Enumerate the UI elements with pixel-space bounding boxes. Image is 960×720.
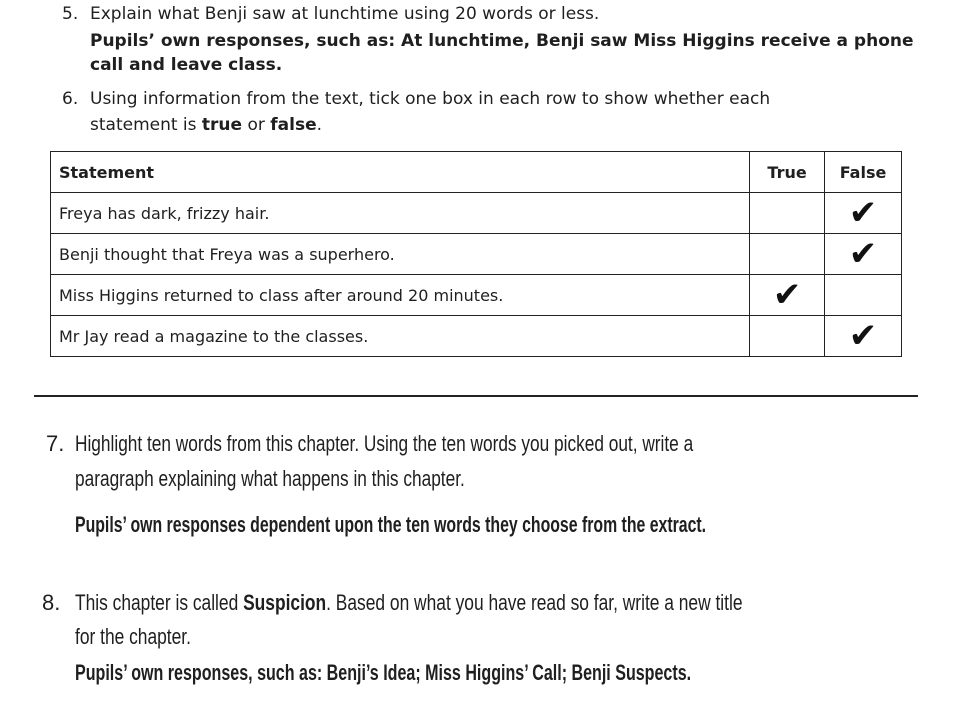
question-5-text: Explain what Benji saw at lunchtime using 20 words or less. xyxy=(90,4,600,24)
question-5-answer-line-2: call and leave class. xyxy=(90,55,283,75)
true-box[interactable] xyxy=(750,193,825,234)
true-false-table xyxy=(50,151,902,357)
tick-icon: ✔ xyxy=(848,193,878,233)
table-row xyxy=(51,316,902,357)
tick-icon: ✔ xyxy=(848,234,878,274)
table-row xyxy=(51,275,902,316)
question-6-text-line-1: Using information from the text, tick one box in each row to show whether each xyxy=(90,89,771,109)
question-6-text-line-2 xyxy=(90,115,322,135)
header-statement: Statement xyxy=(51,152,750,193)
question-6-or-word: or xyxy=(242,115,271,135)
question-5-answer-line-1: Pupils’ own responses, such as: At lunchtime, Benji saw Miss Higgins receive a phone xyxy=(90,31,914,51)
question-8-text-part-b: . Based on what you have read so far, write a new title xyxy=(326,590,743,615)
question-7-text-line-1: Highlight ten words from this chapter. Using the ten words you picked out, write a xyxy=(75,431,694,456)
question-8-text-part-a: This chapter is called xyxy=(75,590,244,615)
question-7-text-line-2: paragraph explaining what happens in this chapter. xyxy=(75,466,465,491)
header-true: True xyxy=(750,152,825,193)
question-8-answer: Pupils’ own responses, such as: Benji’s Idea; Miss Higgins’ Call; Benji Suspects. xyxy=(75,660,692,685)
statement-cell: Freya has dark, frizzy hair. xyxy=(51,193,750,234)
question-6-false-word: false xyxy=(270,115,317,135)
question-6-true-word: true xyxy=(201,115,243,135)
question-8-chapter-title: Suspicion xyxy=(243,590,327,615)
tick-icon: ✔ xyxy=(772,275,802,315)
header-false: False xyxy=(825,152,902,193)
table-header-row xyxy=(51,152,902,193)
tick-icon: ✔ xyxy=(848,316,878,356)
question-7-number: 7. xyxy=(46,431,65,456)
question-7-answer: Pupils’ own responses dependent upon the ten words they choose from the extract. xyxy=(75,512,707,537)
false-box[interactable] xyxy=(825,316,902,357)
true-box[interactable] xyxy=(750,234,825,275)
statement-cell: Benji thought that Freya was a superhero. xyxy=(51,234,750,275)
section-divider xyxy=(34,395,918,397)
false-box[interactable] xyxy=(825,275,902,316)
false-box[interactable] xyxy=(825,193,902,234)
question-5-number: 5. xyxy=(62,4,79,24)
question-6-text-part: statement is xyxy=(90,115,202,135)
statement-cell: Miss Higgins returned to class after around 20 minutes. xyxy=(51,275,750,316)
statement-cell: Mr Jay read a magazine to the classes. xyxy=(51,316,750,357)
question-8-text-line-1 xyxy=(75,590,743,616)
question-6-period: . xyxy=(316,115,323,135)
question-8-number: 8. xyxy=(42,590,61,615)
table-row xyxy=(51,234,902,275)
question-8-text-line-2: for the chapter. xyxy=(75,624,191,649)
false-box[interactable] xyxy=(825,234,902,275)
question-6-number: 6. xyxy=(62,89,79,109)
true-box[interactable] xyxy=(750,316,825,357)
table-row xyxy=(51,193,902,234)
true-box[interactable] xyxy=(750,275,825,316)
